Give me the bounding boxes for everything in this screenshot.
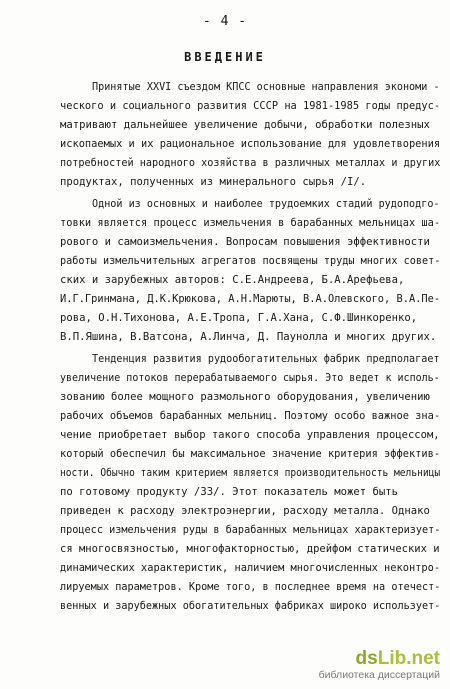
text-line: ских и зарубежных авторов: С.Е.Андреева, Б.А.Арефьева, [60,274,405,286]
text-line: лируемых параметров. Кроме того, в последнее время на отечест- [60,581,441,593]
text-line: который обеспечил бы максимальное значение критерия эффектив- [60,448,441,460]
text-line: венных и зарубежных обогатительных фабриках широко использует- [60,600,441,612]
text-line: ся многосвязностью, многофакторностью, дрейфом статических и [60,543,440,555]
logo-ds: ds [355,648,378,669]
text-line: динамических характеристик, наличием многочисленных неконтро- [60,562,441,574]
text-line: рова, О.Н.Тихонова, А.Е.Тропа, Г.А.Хана, С.Ф.Шинкоренко, [60,312,418,324]
text-line: И.Г.Гринмана, Д.К.Крюкова, А.Н.Марюты, В.А.Олевского, В.А.Пе- [60,293,441,305]
text-line: ископаемых и их рациональное использование для удовлетворения [60,138,441,150]
text-line: увеличение потоков перерабатываемого сырья. Это ведет к исполь- [60,372,440,384]
text-line: работы измельчительных агрегатов посвящены труды многих совет- [60,255,441,267]
text-line: рабочих объемов барабанных мельниц. Поэтому особо важное зна- [60,410,441,422]
text-line: продуктах, полученных из минерального сырья /I/. [60,176,367,188]
text-line: Принятые XXVI съездом КПСС основные направления экономи - [92,81,440,93]
page-number: - 4 - [202,14,248,29]
text-line: зованию более мощного размольного оборудования, увеличению [60,391,430,403]
text-line: ческого и социального развития СССР на 1981-1985 годы предус- [60,100,441,112]
text-line: чение приобретает выбор такого способа управления процессом, [60,429,440,441]
text-line: Одной из основных и наиболее трудоемких стадий рудоподго- [92,198,440,210]
text-line: рового и самоизмельчения. Вопросам повышения эффективности [60,236,430,248]
text-line: по готовому продукту /33/. Этот показатель может быть [60,486,399,498]
dslib-watermark [319,649,440,681]
section-heading: ВВЕДЕНИЕ [184,50,266,64]
text-line: товки является процесс измельчения в барабанных мельницах ша- [60,217,441,229]
watermark-subtitle: библиотека диссертаций [318,669,440,681]
text-line: приведен к расходу электроэнергии, расходу металла. Однако [60,505,430,517]
logo-rest: Lib.net [377,648,440,669]
dslib-logo [319,649,440,669]
text-line: матривают дальнейшее увеличение добычи, обработки полезных [60,119,430,131]
text-line: потребностей народного хозяйства в различных металлах и других [60,157,441,169]
text-line: Тенденция развития рудообогатительных фабрик предполагает [92,353,440,365]
text-line: В.П.Яшина, В.Ватсона, А.Линча, Д. Пауноллa и многих других. [60,331,437,343]
text-line: ности. Обычно таким критерием является производительность мельницы [60,467,441,479]
text-line: процесс измельчения руды в барабанных мельницах характеризует- [60,524,441,536]
